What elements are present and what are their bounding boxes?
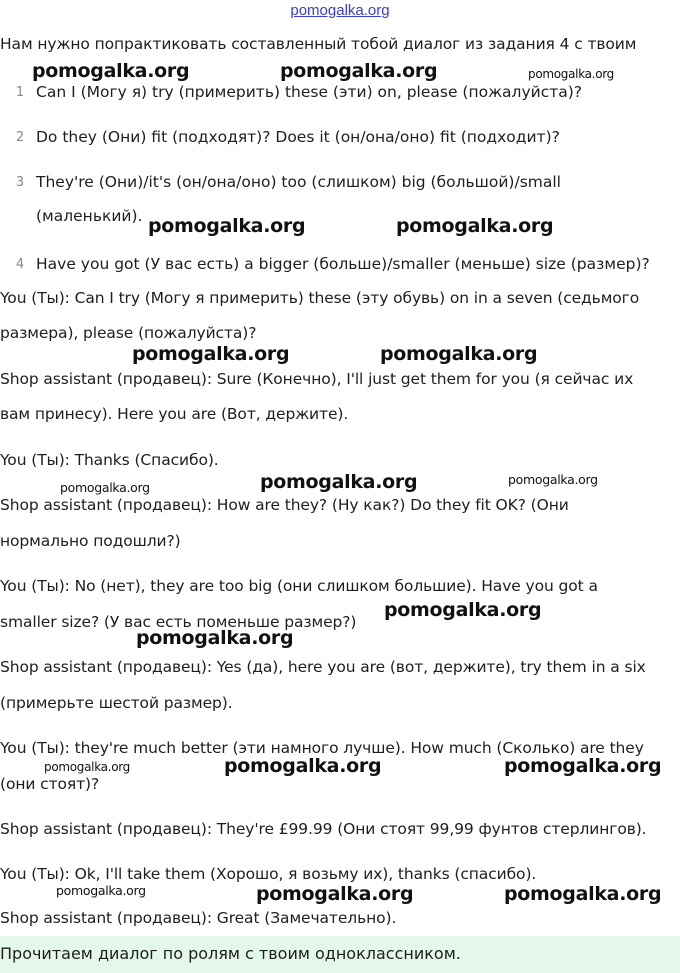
list-item-text: Have you got (У вас есть) a bigger (больше)/smaller (меньше) size (размер)? — [36, 255, 650, 273]
list-item-text: They're (Они)/it's (он/она/оно) too (слишком) big (большой)/small — [36, 173, 561, 191]
dialog-line: smaller size? (У вас есть поменьше размер?) — [0, 613, 357, 631]
dialog-line: Shop assistant (продавец): How are they? (Ну как?) Do they fit OK? (Они — [0, 496, 569, 514]
watermark: pomogalka.org — [224, 755, 382, 777]
footer-bar — [0, 936, 680, 973]
list-item-text: Do they (Они) fit (подходят)? Does it (он/она/оно) fit (подходит)? — [36, 128, 560, 146]
watermark: pomogalka.org — [504, 755, 662, 777]
list-number: 3 — [15, 175, 25, 190]
dialog-line: вам принесу). Here you are (Вот, держите). — [0, 405, 349, 423]
watermark: pomogalka.org — [136, 627, 294, 649]
watermark: pomogalka.org — [508, 472, 598, 487]
dialog-line: You (Ты): Thanks (Спасибо). — [0, 451, 219, 469]
dialog-line: Shop assistant (продавец): Sure (Конечно), I'll just get them for you (я сейчас их — [0, 370, 634, 388]
footer-text: Прочитаем диалог по ролям с твоим одноклассником. — [0, 944, 461, 963]
watermark: pomogalka.org — [132, 343, 290, 365]
dialog-line: You (Ты): Can I try (Могу я примерить) these (эту обувь) on in a seven (седьмого — [0, 289, 640, 307]
site-header-link[interactable]: pomogalka.org — [290, 2, 390, 19]
watermark: pomogalka.org — [32, 60, 190, 82]
dialog-line: You (Ты): they're much better (эти намного лучше). How much (Сколько) are they — [0, 739, 644, 757]
watermark: pomogalka.org — [256, 883, 414, 905]
watermark: pomogalka.org — [260, 471, 418, 493]
list-item-text: Can I (Могу я) try (примерить) these (эти) on, please (пожалуйста)? — [36, 83, 583, 101]
watermark: pomogalka.org — [528, 67, 614, 81]
dialog-line: (они стоят)? — [0, 775, 100, 793]
watermark: pomogalka.org — [60, 480, 150, 495]
dialog-line: размера), please (пожалуйста)? — [0, 324, 257, 342]
intro-text: Нам нужно попрактиковать составленный тобой диалог из задания 4 с твоим — [0, 35, 637, 53]
watermark: pomogalka.org — [384, 599, 542, 621]
watermark: pomogalka.org — [148, 215, 306, 237]
list-number: 4 — [15, 257, 25, 272]
watermark: pomogalka.org — [44, 760, 130, 774]
list-item-text: (маленький). — [36, 207, 143, 225]
dialog-line: You (Ты): No (нет), they are too big (они слишком большие). Have you got a — [0, 577, 598, 595]
watermark: pomogalka.org — [280, 60, 438, 82]
dialog-line: нормально подошли?) — [0, 532, 181, 550]
list-number: 1 — [15, 85, 25, 100]
dialog-line: You (Ты): Ok, I'll take them (Хорошо, я возьму их), thanks (спасибо). — [0, 865, 537, 883]
dialog-line: Shop assistant (продавец): They're £99.99 (Они стоят 99,99 фунтов стерлингов). — [0, 820, 647, 838]
dialog-line: Shop assistant (продавец): Great (Замечательно). — [0, 909, 397, 927]
dialog-line: Shop assistant (продавец): Yes (да), here you are (вот, держите), try them in a six — [0, 658, 646, 676]
dialog-line: (примерьте шестой размер). — [0, 694, 233, 712]
watermark: pomogalka.org — [396, 215, 554, 237]
watermark: pomogalka.org — [380, 343, 538, 365]
list-number: 2 — [15, 130, 25, 145]
watermark: pomogalka.org — [56, 883, 146, 898]
watermark: pomogalka.org — [504, 883, 662, 905]
